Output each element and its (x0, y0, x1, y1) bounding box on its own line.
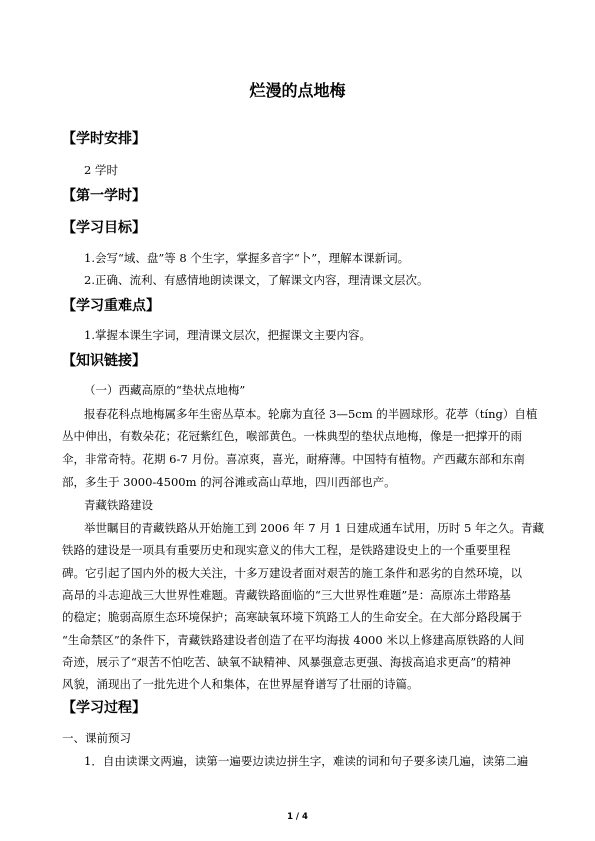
first-period-heading: 【第一学时】 (62, 188, 146, 204)
knowledge-paragraph-line: 风貌，涌现出了一批先进个人和集体，在世界屋脊谱写了壮丽的诗篇。 (62, 677, 419, 691)
knowledge-paragraph-line: “生命禁区”的条件下，青藏铁路建设者创造了在平均海拔 4000 米以上修建高原铁路的人间 (62, 633, 525, 647)
goals-heading: 【学习目标】 (62, 220, 146, 236)
schedule-heading: 【学时安排】 (62, 131, 146, 147)
key-points-heading: 【学习重难点】 (62, 298, 160, 314)
goal-item: 2.正确、流利、有感情地朗读课文，了解课文内容，理清课文层次。 (84, 273, 429, 287)
knowledge-paragraph-line: 高昂的斗志迎战三大世界性难题。青藏铁路面临的“三大世界性难题”是：高原冻土带路基 (62, 588, 511, 602)
knowledge-paragraph-line: 碑。它引起了国内外的极大关注，十多万建设者面对艰苦的施工条件和恶劣的自然环境，以 (62, 566, 522, 580)
knowledge-paragraph-line: 铁路的建设是一项具有重要历史和现实意义的伟大工程，是铁路建设史上的一个重要里程 (62, 543, 511, 557)
knowledge-paragraph-line: 奇迹，展示了“艰苦不怕吃苦、缺氧不缺精神、风暴强意志更强、海拔高追求更高”的精神 (62, 655, 511, 669)
process-step-line: 1．自由读课文两遍，读第一遍要边读边拼生字，难读的词和句子要多读几遍，读第二遍 (84, 754, 529, 768)
knowledge-paragraph-line: 丛中伸出，有数朵花；花冠紫红色，喉部黄色。一株典型的垫状点地梅，像是一把撑开的雨 (62, 429, 522, 443)
goal-item: 1.会写“域、盘”等 8 个生字，掌握多音字“卜”，理解本课新词。 (84, 251, 410, 265)
knowledge-subtitle: 青藏铁路建设 (84, 498, 153, 512)
knowledge-paragraph-line: 的稳定；脆弱高原生态环境保护；高寒缺氧环境下筑路工人的生命安全。在大部分路段属于 (62, 610, 522, 624)
knowledge-paragraph-line: 举世瞩目的青藏铁路从开始施工到 2006 年 7 月 1 日建成通车试用，历时 5 年之久。青藏 (84, 521, 544, 535)
knowledge-paragraph-line: 部，多生于 3000-4500m 的河谷滩或高山草地，四川西部也产。 (62, 475, 396, 489)
process-heading: 【学习过程】 (62, 700, 146, 716)
process-step-title: 一、课前预习 (62, 731, 131, 745)
knowledge-heading: 【知识链接】 (62, 353, 146, 369)
knowledge-paragraph-line: 报春花科点地梅属多年生密丛草本。轮廓为直径 3—5cm 的半圆球形。花葶（tíng）自植 (84, 407, 538, 421)
page-title: 烂漫的点地梅 (249, 81, 346, 100)
key-point-item: 1.掌握本课生字词，理清课文层次，把握课文主要内容。 (84, 328, 371, 342)
page-number: 1 / 4 (287, 812, 308, 822)
knowledge-subtitle: （一）西藏高原的“垫状点地梅” (84, 383, 246, 397)
schedule-text: 2 学时 (84, 163, 118, 177)
knowledge-paragraph-line: 伞，非常奇特。花期 6-7 月份。喜凉爽，喜光，耐瘠薄。中国特有植物。产西藏东部和东南 (62, 452, 525, 466)
